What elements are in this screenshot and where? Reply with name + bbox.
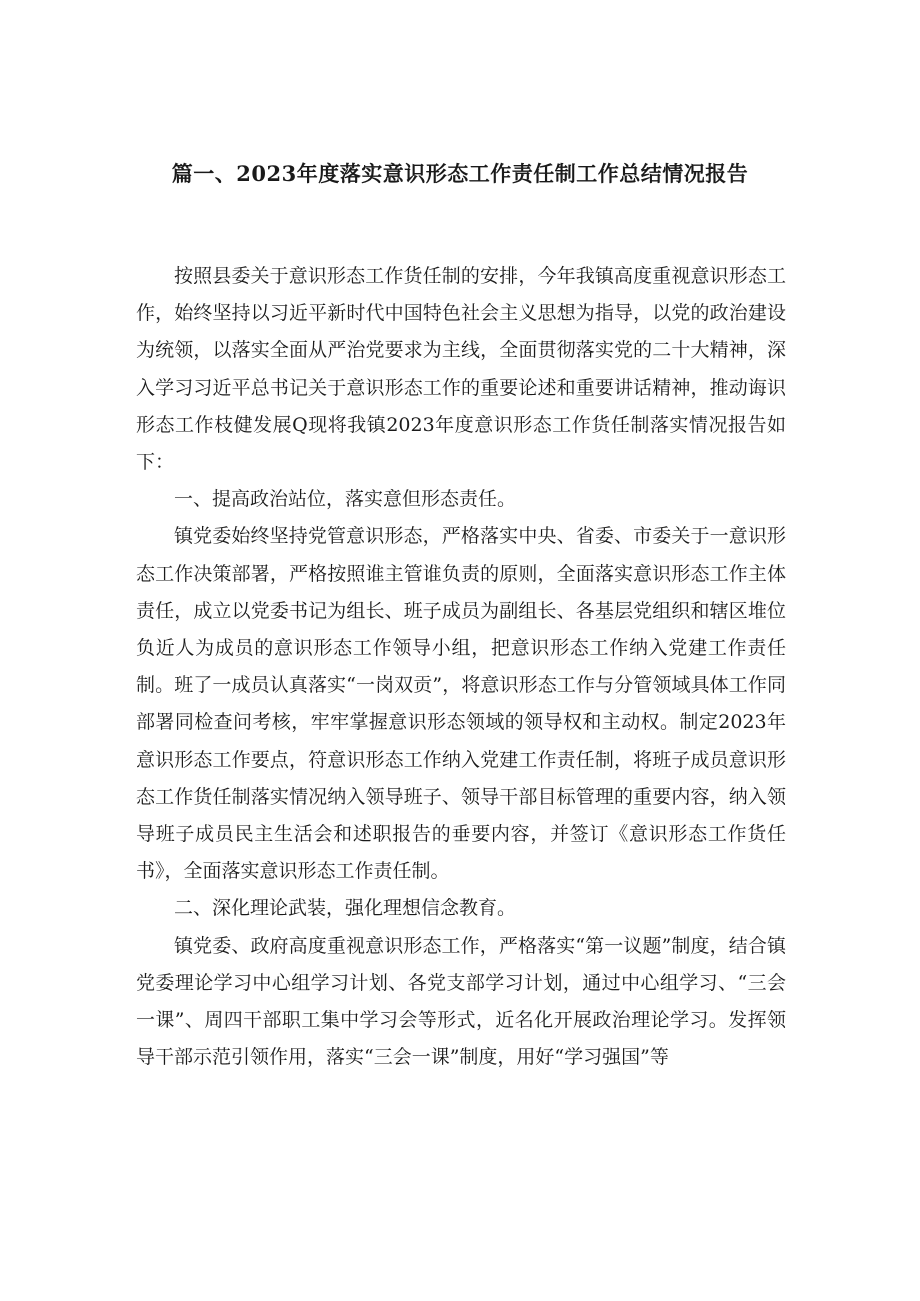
paragraph-intro: 按照县委关于意识形态工作货任制的安排，今年我镇高度重视意识形态工作，始终坚持以习近平新时代中国特色社会主义思想为指导，以党的政治建设为统领，以落实全面从严治党要求为主线，全面贯彻落实党的二十大精神，深入学习习近平总书记关于意识形态工作的重要论述和重要讲话精神，推动诲识形态工作枝健发展Q现将我镇2023年度意识形态工作货任制落实情况报告如下： [136,265,786,474]
paragraph-section-2: 镇党委、政府高度重视意识形态工作，严格落实“第一议题”制度，结合镇党委理论学习中心组学习计划、各党支部学习计划，通过中心组学习、“三会一课”、周四干部职工集中学习会等形式，近名化开展政治理论学习。发挥领导干部示范引领作用，落实“三会一课”制度，用好“学习强国”等 [136,934,786,1069]
section-heading-2: 二、深化理论武装，强化理想信念教育。 [174,897,517,920]
document-body [136,258,786,1076]
section-heading-1: 一、提高政治站位，落实意但形态责任。 [174,488,517,511]
paragraph-section-1: 镇党委始终坚持党管意识形态，严格落实中央、省委、市委关于一意识形态工作决策部署，严格按照谁主管谁负责的原则，全面落实意识形态工作主体责任，成立以党委书记为组长、班子成员为副组长、各基层党组织和辖区堆位负近人为成员的意识形态工作领导小组，把意识形态工作纳入党建工作责任制。班了一成员认真落实“一岗双贡”，将意识形态工作与分管领域具体工作同部署同检查问考核，牢牢掌握意识形态领域的领导权和主动权。制定2023年意识形态工作要点，符意识形态工作纳入党建工作责任制，将班子成员意识形态工作货任制落实情况纳入领导班子、领导干部目标管理的重要内容，纳入领导班子成员民主生活会和述职报告的垂要内容，并签订《意识形态工作货任书》，全面落实意识形态工作责任制。 [136,525,786,883]
document-title: 篇一、2023年度落实意识形态工作责任制工作总结情况报告 [171,161,749,186]
